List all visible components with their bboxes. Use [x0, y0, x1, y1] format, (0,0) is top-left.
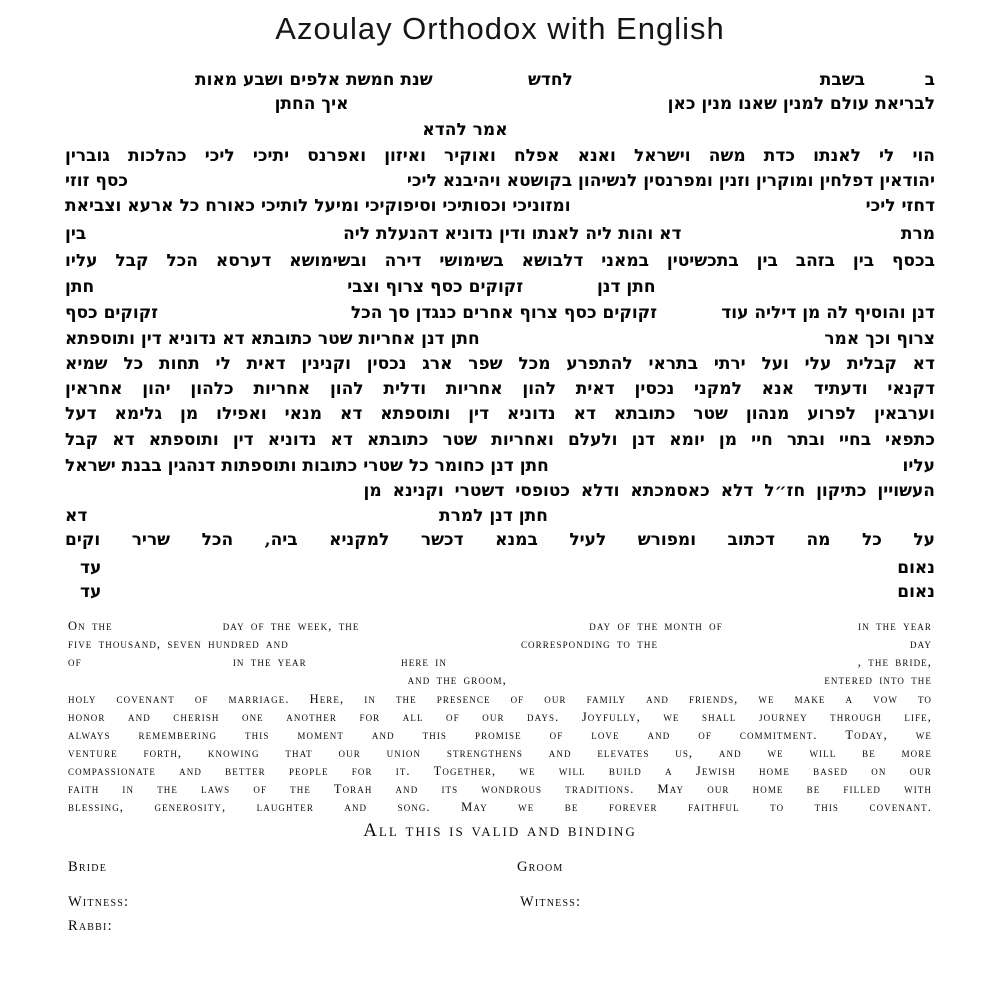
- text-run: חתן דנן כחומר כל שטרי כתובות ותוספתות דנהגין בבנת ישראל: [65, 456, 549, 476]
- text-run: day of the week, the: [222, 619, 360, 633]
- text-run: איך החתן: [274, 94, 349, 114]
- text-run: נאום: [897, 558, 935, 578]
- hebrew-line-6: [65, 195, 935, 218]
- text-run: נאום: [897, 582, 935, 602]
- text-run: On the: [68, 619, 113, 633]
- english-paragraph-line: venture forth, knowing that our union strengthens and elevates us, and we will be more: [68, 746, 932, 760]
- hebrew-line-15: כתפאי בחיי ובתר חיי מן יומא דנן ולעלם ואחריות שטר כתובתא דא נדוניא דין ותוספתא דא קבל: [65, 430, 935, 450]
- english-line-1: [68, 618, 932, 634]
- hebrew-line-8: בכסף בין בזהב בין בתכשיטין במאני דלבושא בשימושי דירה ובשימושא דערסא הכל קבל עליו: [65, 251, 935, 271]
- text-run: דא והות ליה לאנתו ודין נדוניא דהנעלת ליה: [343, 224, 682, 244]
- hebrew-line-9: [65, 276, 935, 299]
- witness1-signature-label: Witness:: [68, 894, 130, 910]
- hebrew-line-13: דקנאי ודעתיד אנא למקני נכסין דאית להון אחריות ודלית להון אחריות כלהון יהון אחראין: [65, 379, 935, 399]
- english-paragraph-line: faith in the laws of the Torah and its wondrous traditions. May our home be filled with: [68, 782, 932, 796]
- english-line-3: [68, 654, 932, 670]
- english-paragraph-line: blessing, generosity, laughter and song. May we be forever faithful to this covenant.: [68, 800, 932, 814]
- english-line-4: [68, 672, 932, 688]
- text-run: עד: [80, 558, 102, 578]
- hebrew-line-3: אמר להדא: [422, 120, 508, 140]
- hebrew-line-10: [65, 302, 935, 325]
- text-run: חתן דנן למרת: [438, 506, 548, 526]
- valid-and-binding-heading: All this is valid and binding: [363, 820, 637, 841]
- hebrew-line-5: [65, 170, 935, 193]
- text-run: in the year: [858, 619, 932, 633]
- hebrew-line-2: [65, 93, 935, 116]
- english-paragraph-line: compassionate and better people for it. Together, we will build a Jewish home based on our: [68, 764, 932, 778]
- text-run: עליו: [902, 456, 935, 476]
- text-run: מרת: [900, 224, 935, 244]
- hebrew-line-12: דא קבלית עלי ועל ירתי בתראי להתפרע מכל שפר ארג נכסין וקנינין דאית לי תחות כל שמיא: [65, 354, 935, 374]
- hebrew-line-14: וערבאין לפרוע מנהון שטר כתובתא דא נדוניא דין ותוספתא דא מנאי ואפילו מן גלימא דעל: [65, 404, 935, 424]
- hebrew-line-19: על כל מה דכתוב ומפורש לעיל במנא דכשר למקניא ביה, הכל שריר וקים: [65, 530, 935, 550]
- text-run: corresponding to the: [520, 637, 659, 651]
- text-run: ב: [924, 70, 935, 90]
- text-run: of: [68, 655, 82, 669]
- witness-signature-line-1: [65, 557, 935, 580]
- text-run: חתן: [65, 277, 95, 297]
- text-run: דנן והוסיף לה מן דיליה עוד: [721, 303, 935, 323]
- text-run: and the groom,: [407, 673, 507, 687]
- hebrew-line-17: [65, 480, 935, 503]
- text-run: דחזי ליכי: [865, 196, 935, 216]
- text-run: day of the month of: [589, 619, 723, 633]
- text-run: זקוקים כסף צרוף וצבי: [347, 277, 524, 297]
- hebrew-line-11: [65, 328, 935, 351]
- text-run: בין: [65, 224, 87, 244]
- rabbi-signature-label: Rabbi:: [68, 918, 113, 934]
- english-paragraph-line: honor and cherish one another for all of our days. Joyfully, we shall journey through life,: [68, 710, 932, 724]
- bride-signature-label: Bride: [68, 859, 108, 875]
- text-run: לחדש: [527, 70, 573, 90]
- text-run: עד: [80, 582, 102, 602]
- hebrew-line-16: [65, 455, 935, 478]
- text-run: , the bride,: [857, 655, 932, 669]
- groom-signature-label: Groom: [517, 859, 564, 875]
- page-title: Azoulay Orthodox with English: [275, 11, 725, 46]
- witness-signature-line-2: [65, 581, 935, 604]
- text-run: חתן דנן אחריות שטר כתובתא דא נדוניא דין ותוספתא: [65, 329, 480, 349]
- text-run: בשבת: [819, 70, 866, 90]
- text-run: חתן דנן: [596, 277, 656, 297]
- text-run: צרוף וכך אמר: [824, 329, 935, 349]
- english-paragraph-line: always remembering this moment and this promise of love and of commitment. Today, we: [68, 728, 932, 742]
- text-run: ומזוניכי וכסותיכי וסיפוקיכי ומיעל לותיכי כאורח כל ארעא וצביאת: [65, 196, 571, 216]
- witness2-signature-label: Witness:: [520, 894, 582, 910]
- text-run: five thousand, seven hundred and: [68, 637, 289, 651]
- english-paragraph-line: holy covenant of marriage. Here, in the presence of our family and friends, we make a vow to: [68, 692, 932, 706]
- text-run: העשויין כתיקון חז״ל דלא כאסמכתא ודלא כטופסי דשטרי וקנינא מן: [363, 481, 935, 501]
- hebrew-line-18: [65, 505, 935, 528]
- text-run: שנת חמשת אלפים ושבע מאות: [195, 70, 433, 90]
- text-run: דא: [65, 506, 88, 526]
- text-run: in the year: [232, 655, 307, 669]
- text-run: יהודאין דפלחין ומוקרין וזנין ומפרנסין לנשיהון בקושטא ויהיבנא ליכי: [406, 171, 935, 191]
- hebrew-line-4: הוי לי לאנתו כדת משה וישראל ואנא אפלח ואוקיר ואיזון ואפרנס יתיכי ליכי כהלכות גוברין: [65, 146, 935, 166]
- hebrew-line-7: [65, 223, 935, 246]
- text-run: day: [910, 637, 932, 651]
- text-run: זקוקים כסף: [65, 303, 159, 323]
- english-line-2: [68, 636, 932, 652]
- text-run: זקוקים כסף צרוף אחרים כנגדן סך הכל: [350, 303, 658, 323]
- text-run: כסף זוזי: [65, 171, 129, 191]
- text-run: לבריאת עולם למנין שאנו מנין כאן: [667, 94, 935, 114]
- text-run: here in: [401, 655, 447, 669]
- text-run: entered into the: [824, 673, 932, 687]
- hebrew-line-1: [65, 69, 935, 92]
